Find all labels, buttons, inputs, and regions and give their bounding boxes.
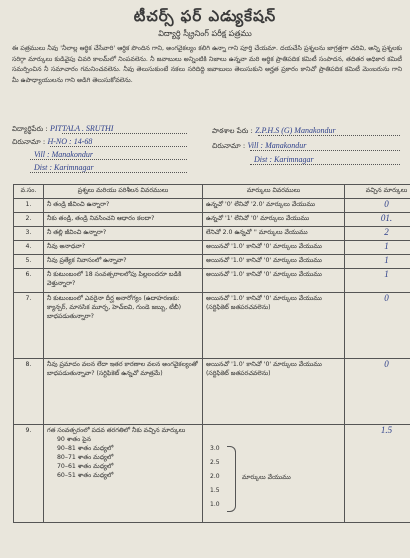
scale-value: 1.0 <box>210 501 220 508</box>
row-mark[interactable]: 1.5 <box>345 425 410 523</box>
row-instruction: ఉన్నచో '0' లేనిచో '2.0' మార్కులు వేయుము <box>203 199 345 213</box>
scoring-table <box>13 184 410 523</box>
student-village-underline <box>30 159 187 160</box>
header-marks-obtained: వచ్చిన మార్కులు <box>345 185 410 199</box>
scale-value: 1.5 <box>210 487 220 494</box>
scale-brace <box>227 446 236 512</box>
table-row <box>14 227 410 241</box>
row-number: 6. <box>14 269 44 293</box>
school-address-underline <box>250 150 400 151</box>
row-instruction: అయినచో '1.0' కానిచో '0' మార్కులు వేయుము (సర్టిఫికెట్ జతపరచవలెను) <box>203 293 345 359</box>
score-band: 90–81 శాతం మధ్యలో <box>57 445 114 452</box>
table-header-row <box>14 185 410 199</box>
row-question: గత సంవత్సరంలో పదవ తరగతిలో నీకు వచ్చిన మార్కులు <box>47 427 186 434</box>
school-name-value: Z.P.H.S (G) Manakondur <box>255 126 336 135</box>
school-district-underline <box>250 164 400 165</box>
row-instruction: లేనిచో 2.0 ఉన్నచో '' మార్కులు వేయుము <box>203 227 345 241</box>
student-district-underline <box>30 172 187 173</box>
student-name-value: PITTALA . SRUTHI <box>49 124 114 133</box>
row-number: 1. <box>14 199 44 213</box>
score-band: 70–61 శాతం మధ్యలో <box>57 463 114 470</box>
row-question: నీవు ప్రత్యేక నివాసంలో ఉన్నావా? <box>44 255 203 269</box>
row-number: 4. <box>14 241 44 255</box>
student-name-label: విద్యార్థిపేరు : <box>12 125 48 133</box>
row-mark[interactable]: 01. <box>345 213 410 227</box>
row-question: నీవు అనాధవా? <box>44 241 203 255</box>
row-instruction: అయినచో '1.0' కానిచో '0' మార్కులు వేయుము <box>203 241 345 255</box>
row-question: నీవు ప్రమాదం వలన లేదా ఇతర కారణాల వలన అంగవైకల్యంతో బాధపడుతున్నావా? (సర్టిఫికెట్ ఉన్నచో మాత్రమే) <box>44 359 203 425</box>
scale-value: 3.0 <box>210 445 220 452</box>
row-question: నీకు తండ్రి, తండ్రి నివసించని ఆధారం కలదా? <box>44 213 203 227</box>
row-number: 7. <box>14 293 44 359</box>
school-address-label: చిరునామా : <box>212 142 246 150</box>
student-address-underline <box>50 146 187 147</box>
score-band: 80–71 శాతం మధ్యలో <box>57 454 114 461</box>
row-question-cell <box>44 425 203 523</box>
row-instruction: అయినచో '1.0' కానిచో '0' మార్కులు వేయుము (సర్టిఫికెట్ జతపరచవలెను) <box>203 359 345 425</box>
table-row <box>14 269 410 293</box>
school-name-underline <box>258 135 400 136</box>
row-number: 8. <box>14 359 44 425</box>
header-serial: వ.సం. <box>14 185 44 199</box>
row-question: నీ కుటుంబంలో 18 సంవత్సరాలలోపు పిల్లలందరూ బడికి వెళ్తున్నారా? <box>44 269 203 293</box>
scale-value: 2.5 <box>210 459 220 466</box>
table-row <box>14 199 410 213</box>
school-name-label: పాఠశాల పేరు : <box>212 127 253 135</box>
row-question: నీ కుటుంబంలో ఎవరైనా దీర్ఘ అనారోగ్యం (ఉదాహరణకు: క్యాన్సర్, మానసిక మూర్ఛ, హెచ్ఐవి, గుండె జబ్బు, టీబీ) బాధపడుతున్నారా? <box>44 293 203 359</box>
row-instruction: ఉన్నచో '1' లేనిచో '0' మార్కులు వేయుము <box>203 213 345 227</box>
row-mark[interactable]: 1 <box>345 241 410 255</box>
score-scale <box>206 444 341 512</box>
row-instruction: మార్కులు వేయుము <box>242 474 291 481</box>
table-row <box>14 293 410 359</box>
row-instruction: అయినచో '1.0' కానిచో '0' మార్కులు వేయుము <box>203 255 345 269</box>
school-district: Dist : Karimnagar <box>254 155 314 164</box>
row-number: 9. <box>14 425 44 523</box>
instructions-paragraph: ఈ పత్రములు నీవు 'నీలాల్ల ఆర్థిక చేసేవారి' ఆర్థిక పొందిన గాని, అంగవైకల్యం కలిగి ఉన్నా గాని పూర్తి చేయమా. దయచేసి ప్రశ్నలను జాగ్రత్తగా చదివి, అన్ని ప్రశ్నలకు సరిగ్గా మార్కులు కుడివైపు చివరి కాలమ్‌లో నింపవలెను. నీ జవాబులు అన్నింటికి నిజాలు ఉన్నవా మరి ఆర్థిక ప్రాతిపదిక కమిటీ సంపాదన, తదితర అధికార కమిటీ సమర్పించిన నీ సమాచారం గమనించవలెను. నీవు తెలుసుకుంటే నకలు సరిదిద్ది జవాబులు తెలుసుకుని అర్హత ప్రకారం కానిచో ప్రాతిపదిక కమిటీ మెంబరును గాని మీ ఉపాధ్యాయులను గాని అడిగి తెలుసుకోవలెను. <box>12 45 402 84</box>
row-mark[interactable]: 2 <box>345 227 410 241</box>
header-marking: మార్కులు వివరములు <box>203 185 345 199</box>
table-row <box>14 213 410 227</box>
student-address-label: చిరునామా : <box>12 138 46 146</box>
row-question: నీ తల్లి జీవించి ఉన్నారా? <box>44 227 203 241</box>
row-number: 3. <box>14 227 44 241</box>
table-row <box>14 425 410 523</box>
row-instruction: అయినచో '1.0' కానిచో '0' మార్కులు వేయుము <box>203 269 345 293</box>
row-mark[interactable]: 0 <box>345 199 410 213</box>
table-row <box>14 255 410 269</box>
table-row <box>14 359 410 425</box>
form-title: టీచర్స్ ఫర్ ఎడ్యుకేషన్ <box>133 7 277 25</box>
header-question: ప్రశ్నలు మరియు పరిశీలన వివరములు <box>44 185 203 199</box>
row-mark[interactable]: 0 <box>345 359 410 425</box>
row-mark[interactable]: 1 <box>345 269 410 293</box>
row-number: 2. <box>14 213 44 227</box>
row-mark[interactable]: 0 <box>345 293 410 359</box>
scale-value: 2.0 <box>210 473 220 480</box>
student-house-number: H-NO : 14-68 <box>47 137 93 146</box>
score-band: 90 శాతం పైన <box>57 436 91 443</box>
score-band: 60–51 శాతం మధ్యలో <box>57 472 114 479</box>
school-village: Vill : Manakondur <box>247 141 307 150</box>
row-number: 5. <box>14 255 44 269</box>
form-subtitle: విద్యార్థి స్క్రీనింగ్ పరీక్ష పత్రము <box>158 29 252 38</box>
student-name-underline <box>62 133 187 134</box>
row-mark[interactable]: 1 <box>345 255 410 269</box>
student-district: Dist : Karimnagar <box>34 163 94 172</box>
row-instruction-cell <box>203 425 345 523</box>
row-question: నీ తండ్రి జీవించి ఉన్నారా? <box>44 199 203 213</box>
student-village: Vill : Manakondur <box>34 150 93 159</box>
table-row <box>14 241 410 255</box>
